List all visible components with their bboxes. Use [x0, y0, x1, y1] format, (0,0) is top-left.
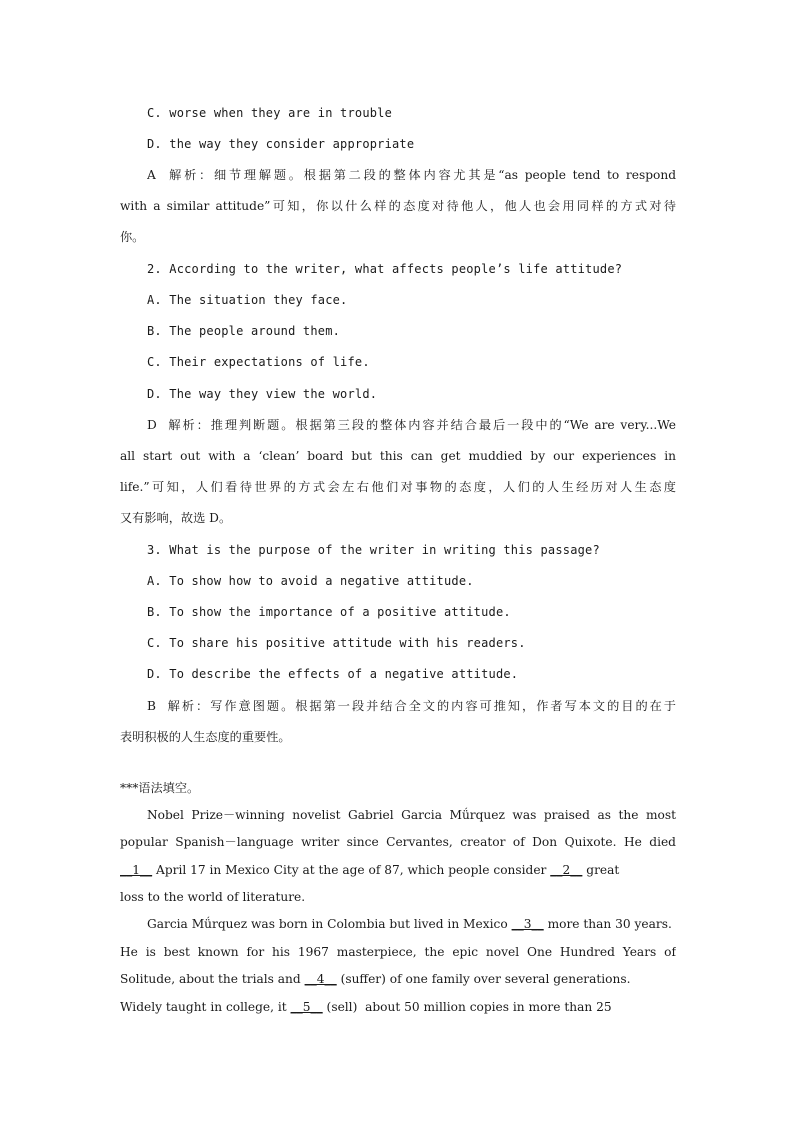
section-title: ***语法填空。	[120, 781, 200, 795]
passage-text: more than 30 years.	[543, 917, 672, 931]
passage-text: Garcia Mǘrquez was born in Colombia but lived in Mexico	[147, 917, 512, 931]
q2-option-a: A. The situation they face.	[147, 293, 348, 307]
q3-option-d: D. To describe the effects of a negative attitude.	[147, 667, 519, 681]
blank-5[interactable]: __5__	[290, 1000, 323, 1014]
q3-option-a: A. To show how to avoid a negative attitude.	[147, 574, 474, 588]
q2-answer-line-3: life.”可知，人们看待世界的方式会左右他们对事物的态度，人们的人生经历对人生态度	[120, 480, 676, 494]
passage-text: Widely taught in college, it	[120, 1000, 291, 1014]
passage-p1-line-3	[120, 861, 676, 879]
q3-question: 3. What is the purpose of the writer in writing this passage?	[147, 543, 600, 557]
q2-option-c: C. Their expectations of life.	[147, 355, 370, 369]
passage-text: (sell) about 50 million copies in more than 25	[322, 1000, 612, 1014]
q2-answer-line-4: 又有影响，故选 D。	[120, 511, 232, 525]
passage-text: great	[582, 863, 620, 877]
passage-text: April 17 in Mexico City at the age of 87, which people consider	[152, 863, 551, 877]
blank-3[interactable]: __3__	[511, 917, 544, 931]
q1-option-c: C. worse when they are in trouble	[147, 106, 393, 120]
q3-option-b: B. To show the importance of a positive attitude.	[147, 605, 511, 619]
q1-answer-line-2: with a similar attitude”可知，你以什么样的态度对待他人，他人也会用同样的方式对待	[120, 199, 676, 213]
q3-option-c: C. To share his positive attitude with his readers.	[147, 636, 526, 650]
passage-text: (suffer) of one family over several generations.	[336, 972, 631, 986]
blank-1[interactable]: __1__	[120, 863, 153, 877]
passage-p2-line-4	[120, 998, 676, 1016]
passage-p1-line-4: loss to the world of literature.	[120, 890, 306, 904]
passage-p2-line-2: He is best known for his 1967 masterpiece, the epic novel One Hundred Years of	[120, 945, 676, 959]
q2-answer-line-2: all start out with a ‘clean’ board but this can get muddied by our experiences in	[120, 449, 676, 463]
q1-answer-line-1: A 解析：细节理解题。根据第二段的整体内容尤其是“as people tend to respond	[147, 168, 676, 182]
passage-text: Solitude, about the trials and	[120, 972, 305, 986]
q3-answer-line-2: 表明积极的人生态度的重要性。	[120, 730, 291, 744]
passage-p2-line-1	[147, 915, 676, 933]
passage-p2-line-3	[120, 970, 676, 988]
passage-p1-line-1: Nobel Prize－winning novelist Gabriel Garcia Mǘrquez was praised as the most	[147, 808, 676, 822]
q1-option-d: D. the way they consider appropriate	[147, 137, 415, 151]
q1-answer-line-3: 你。	[120, 230, 145, 244]
q2-question: 2. According to the writer, what affects people’s life attitude?	[147, 262, 623, 276]
q3-answer-line-1: B 解析：写作意图题。根据第一段并结合全文的内容可推知，作者写本文的目的在于	[147, 699, 676, 713]
q2-option-d: D. The way they view the world.	[147, 387, 378, 401]
q2-answer-line-1: D 解析：推理判断题。根据第三段的整体内容并结合最后一段中的“We are very...We	[147, 418, 676, 432]
blank-2[interactable]: __2__	[550, 863, 583, 877]
q2-option-b: B. The people around them.	[147, 324, 341, 338]
passage-p1-line-2: popular Spanish－language writer since Cervantes, creator of Don Quixote. He died	[120, 835, 676, 849]
blank-4[interactable]: __4__	[304, 972, 337, 986]
